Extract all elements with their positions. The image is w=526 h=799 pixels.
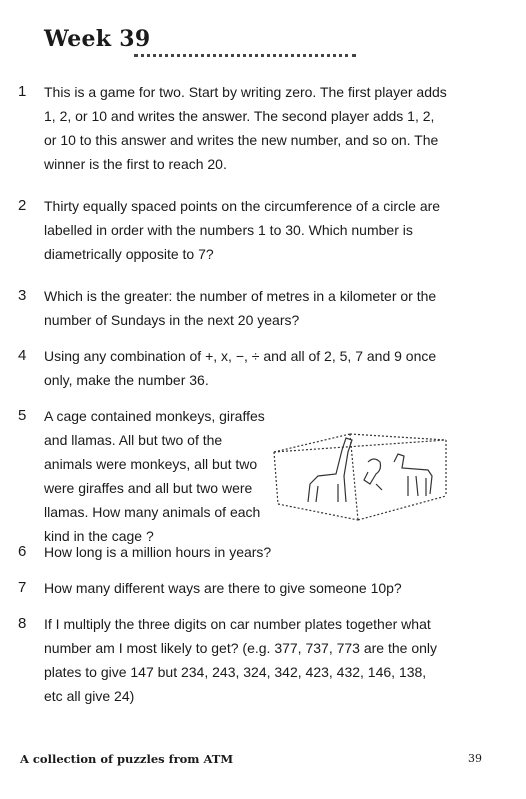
question-7 (18, 576, 448, 600)
question-1 (18, 80, 448, 176)
cage-animals-illustration (268, 432, 453, 522)
question-5 (18, 404, 268, 548)
question-4 (18, 344, 448, 392)
question-8 (18, 612, 448, 708)
cage-line (274, 434, 350, 452)
question-number: 2 (18, 197, 27, 214)
llama-outline (394, 454, 432, 496)
question-number: 7 (18, 579, 27, 596)
question-text: This is a game for two. Start by writing zero. The first player adds 1, 2, or 10 and writes the answer. The second player adds 1, 2, or 10 to this answer and writes the new number, and so on. The winner is the first to reach 20. (44, 84, 447, 172)
title-dotted-rule (134, 54, 356, 57)
page-number: 39 (468, 752, 482, 765)
question-number: 1 (18, 83, 27, 100)
question-6 (18, 540, 448, 564)
question-number: 6 (18, 543, 27, 560)
footer-collection-title: A collection of puzzles from ATM (20, 752, 234, 766)
cage-line (350, 434, 446, 440)
question-text: Thirty equally spaced points on the circumference of a circle are labelled in order with the numbers 1 to 30. Which number is diametrically opposite to 7? (44, 198, 441, 262)
question-number: 4 (18, 347, 27, 364)
monkey-outline (364, 459, 382, 490)
question-text: How many different ways are there to give someone 10p? (44, 580, 402, 596)
question-2 (18, 194, 448, 266)
question-number: 3 (18, 287, 27, 304)
question-text: Using any combination of +, x, −, ÷ and all of 2, 5, 7 and 9 once only, make the number 36. (44, 348, 437, 388)
cage-line (358, 496, 446, 520)
cage-line (278, 504, 358, 520)
cage-line (274, 452, 278, 504)
question-text: Which is the greater: the number of metres in a kilometer or the number of Sundays in the next 20 years? (44, 288, 437, 328)
question-text: How long is a million hours in years? (44, 544, 272, 560)
question-text: A cage contained monkeys, giraffes and llamas. All but two of the animals were monkeys, all but two were giraffes and all but two were llamas. How many animals of each kind in the cage ? (44, 408, 265, 544)
question-number: 5 (18, 407, 27, 424)
question-3 (18, 284, 448, 332)
question-text: If I multiply the three digits on car number plates together what number am I most likely to get? (e.g. 377, 737, 773 are the only plates to give 147 but 234, 243, 324, 342, 423, 432, 146, 138, etc all give 24) (44, 616, 437, 704)
question-number: 8 (18, 615, 27, 632)
cage-line (274, 440, 446, 452)
page-title: Week 39 (44, 26, 151, 52)
